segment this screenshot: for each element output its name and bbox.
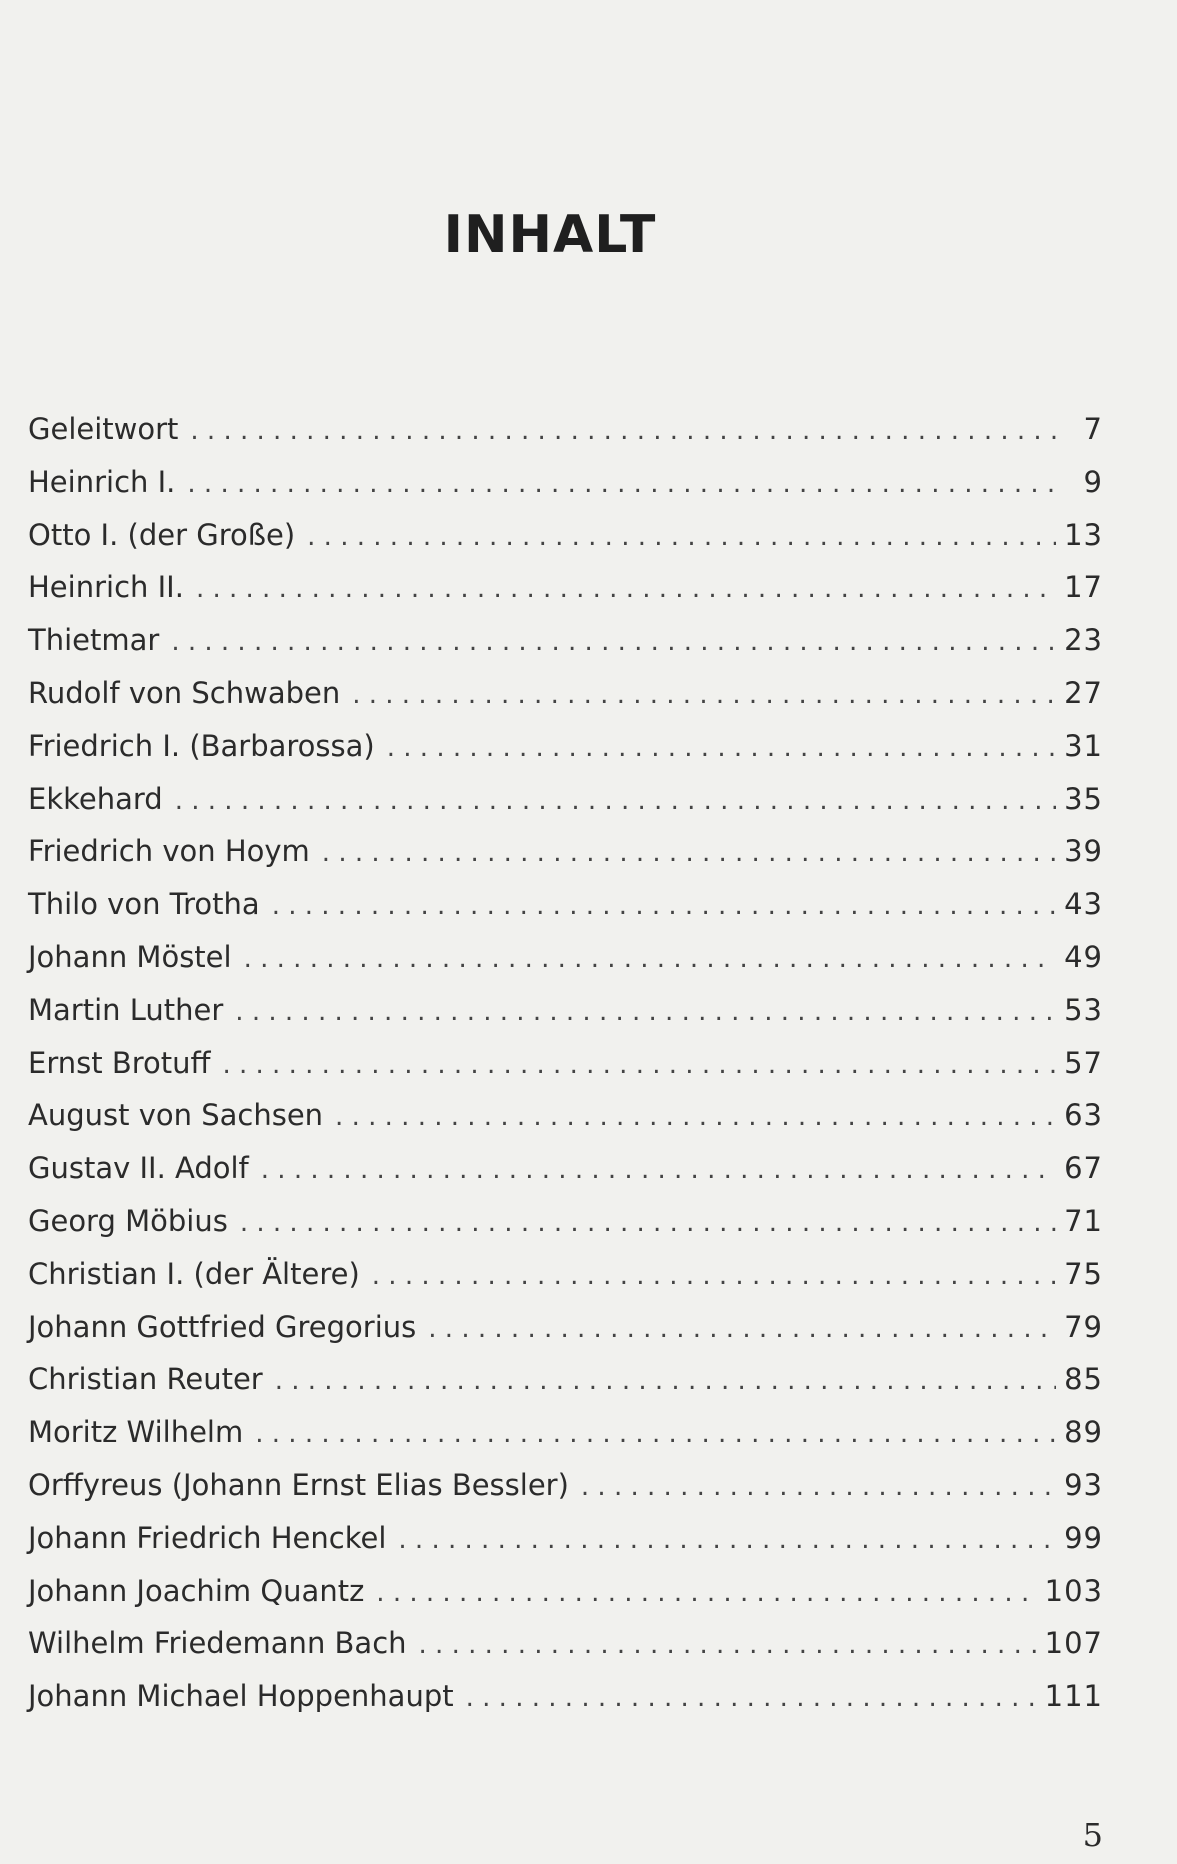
toc-entry-page: 39 bbox=[1064, 834, 1103, 869]
page-title: INHALT bbox=[443, 205, 657, 265]
toc-entry-title: Johann Michael Hoppenhaupt bbox=[28, 1679, 454, 1714]
toc-entry[interactable] bbox=[28, 1353, 1103, 1406]
toc-entry-page: 103 bbox=[1044, 1573, 1103, 1608]
toc-entry-title: Johann Joachim Quantz bbox=[28, 1573, 365, 1608]
toc-entry-title: Johann Möstel bbox=[28, 939, 232, 974]
toc-entry-title: Johann Friedrich Henckel bbox=[28, 1520, 387, 1555]
toc-entry-title: Heinrich II. bbox=[28, 570, 184, 605]
toc-entry[interactable] bbox=[28, 1195, 1103, 1248]
toc-entry-page: 99 bbox=[1064, 1520, 1103, 1555]
dot-leader bbox=[244, 933, 1057, 986]
toc-entry-page: 67 bbox=[1064, 1151, 1103, 1186]
dot-leader bbox=[387, 722, 1056, 775]
dot-leader bbox=[428, 1303, 1056, 1356]
toc-entry-page: 23 bbox=[1064, 623, 1103, 658]
toc-entry[interactable] bbox=[28, 561, 1103, 614]
dot-leader bbox=[240, 1197, 1056, 1250]
toc-entry-page: 27 bbox=[1064, 675, 1103, 710]
toc-entry-title: Gustav II. Adolf bbox=[28, 1151, 249, 1186]
toc-entry[interactable] bbox=[28, 667, 1103, 720]
dot-leader bbox=[419, 1619, 1037, 1672]
toc-entry-title: Ekkehard bbox=[28, 781, 163, 816]
dot-leader bbox=[171, 616, 1056, 669]
toc-entry[interactable] bbox=[28, 984, 1103, 1037]
toc-entry-page: 43 bbox=[1064, 887, 1103, 922]
toc-entry-page: 111 bbox=[1044, 1679, 1103, 1714]
toc-entry-title: Rudolf von Schwaben bbox=[28, 675, 341, 710]
toc-entry-title: Christian I. (der Ältere) bbox=[28, 1256, 360, 1291]
toc-entry-title: Geleitwort bbox=[28, 412, 179, 446]
dot-leader bbox=[261, 1144, 1056, 1197]
toc-entry[interactable] bbox=[28, 1512, 1103, 1565]
toc-entry[interactable] bbox=[28, 1248, 1103, 1301]
toc-entry[interactable] bbox=[28, 1089, 1103, 1142]
dot-leader bbox=[466, 1672, 1037, 1725]
dot-leader bbox=[352, 669, 1056, 722]
toc-entry[interactable] bbox=[28, 1670, 1103, 1723]
dot-leader bbox=[190, 405, 1057, 458]
toc-entry-title: Christian Reuter bbox=[28, 1362, 263, 1397]
toc-entry-title: Georg Möbius bbox=[28, 1203, 228, 1238]
toc-entry[interactable] bbox=[28, 825, 1103, 878]
toc-entry[interactable] bbox=[28, 456, 1103, 509]
dot-leader bbox=[398, 1514, 1056, 1567]
toc-entry-page: 57 bbox=[1064, 1045, 1103, 1080]
toc-entry-title: Friedrich von Hoym bbox=[28, 834, 310, 869]
toc-entry[interactable] bbox=[28, 878, 1103, 931]
toc-entry-page: 75 bbox=[1064, 1256, 1103, 1291]
toc-entry-title: Thilo von Trotha bbox=[28, 887, 260, 922]
toc-entry-page: 35 bbox=[1064, 781, 1103, 816]
dot-leader bbox=[307, 511, 1056, 564]
toc-entry[interactable] bbox=[28, 509, 1103, 562]
toc-entry[interactable] bbox=[28, 1142, 1103, 1195]
dot-leader bbox=[255, 1408, 1056, 1461]
toc-entry-page: 89 bbox=[1064, 1415, 1103, 1450]
dot-leader bbox=[175, 775, 1056, 828]
toc-entry-title: Friedrich I. (Barbarossa) bbox=[28, 728, 375, 763]
toc-entry-title: Heinrich I. bbox=[28, 464, 176, 499]
toc-entry[interactable] bbox=[28, 614, 1103, 667]
toc-entry-page: 13 bbox=[1064, 517, 1103, 552]
toc-entry-page: 79 bbox=[1064, 1309, 1103, 1344]
toc-entry-title: Orffyreus (Johann Ernst Elias Bessler) bbox=[28, 1467, 569, 1502]
dot-leader bbox=[322, 827, 1056, 880]
toc-entry-page: 93 bbox=[1064, 1467, 1103, 1502]
toc-entry[interactable] bbox=[28, 773, 1103, 826]
toc-entry-page: 17 bbox=[1064, 570, 1103, 605]
page-number: 5 bbox=[1082, 1816, 1103, 1854]
table-of-contents bbox=[28, 403, 1103, 1723]
dot-leader bbox=[335, 1091, 1056, 1144]
toc-entry-page: 71 bbox=[1064, 1203, 1103, 1238]
toc-entry[interactable] bbox=[28, 1617, 1103, 1670]
toc-entry-page: 85 bbox=[1064, 1362, 1103, 1397]
toc-entry-title: Martin Luther bbox=[28, 992, 224, 1027]
toc-entry-title: Johann Gottfried Gregorius bbox=[28, 1309, 417, 1344]
dot-leader bbox=[376, 1567, 1036, 1620]
dot-leader bbox=[187, 458, 1057, 511]
toc-entry-title: August von Sachsen bbox=[28, 1098, 324, 1133]
toc-entry[interactable] bbox=[28, 1565, 1103, 1618]
dot-leader bbox=[222, 1039, 1056, 1092]
dot-leader bbox=[275, 1355, 1056, 1408]
toc-entry[interactable] bbox=[28, 1406, 1103, 1459]
toc-entry-title: Moritz Wilhelm bbox=[28, 1415, 244, 1450]
toc-entry-title: Otto I. (der Große) bbox=[28, 517, 296, 552]
toc-entry-page: 49 bbox=[1064, 939, 1103, 974]
toc-entry-page: 9 bbox=[1083, 464, 1103, 499]
dot-leader bbox=[372, 1250, 1056, 1303]
toc-entry[interactable] bbox=[28, 931, 1103, 984]
dot-leader bbox=[272, 880, 1056, 933]
toc-entry-title: Thietmar bbox=[28, 623, 160, 658]
toc-entry-page: 63 bbox=[1064, 1098, 1103, 1133]
toc-entry-page: 53 bbox=[1064, 992, 1103, 1027]
toc-entry-page: 107 bbox=[1044, 1626, 1103, 1661]
toc-entry-page: 31 bbox=[1064, 728, 1103, 763]
toc-entry[interactable] bbox=[28, 720, 1103, 773]
toc-entry[interactable] bbox=[28, 1301, 1103, 1354]
toc-entry[interactable] bbox=[28, 1459, 1103, 1512]
dot-leader bbox=[196, 563, 1056, 616]
toc-entry[interactable] bbox=[28, 1037, 1103, 1090]
dot-leader bbox=[235, 986, 1056, 1039]
toc-entry-page: 7 bbox=[1083, 412, 1103, 446]
toc-entry-title: Ernst Brotuff bbox=[28, 1045, 211, 1080]
toc-entry[interactable] bbox=[28, 403, 1103, 456]
dot-leader bbox=[581, 1461, 1056, 1514]
toc-entry-title: Wilhelm Friedemann Bach bbox=[28, 1626, 407, 1661]
